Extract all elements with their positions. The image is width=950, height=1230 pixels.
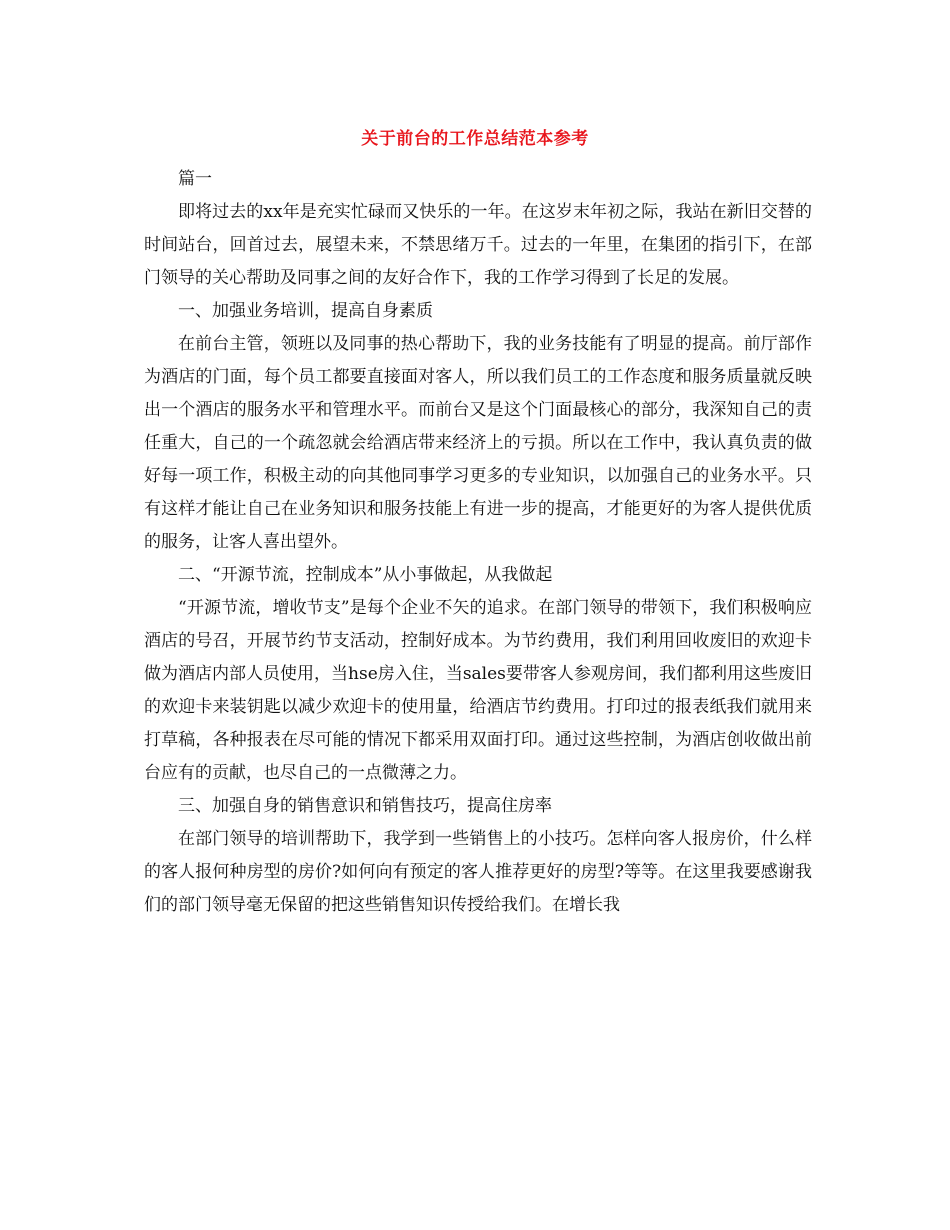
section-heading-training: 一、加强业务培训，提高自身素质 [178, 301, 433, 321]
section-heading-cost-control: 二、“开源节流，控制成本”从小事做起，从我做起 [178, 565, 553, 585]
paragraph-training: 在前台主管，领班以及同事的热心帮助下，我的业务技能有了明显的提高。前厅部作为酒店的门面，每个员工都要直接面对客人，所以我们员工的工作态度和服务质量就反映出一个酒店的服务水平和管理水平。而前台又是这个门面最核心的部分，我深知自己的责任重大，自己的一个疏忽就会给酒店带来经济上的亏损。所以在工作中，我认真负责的做好每一项工作，积极主动的向其他同事学习更多的专业知识，以加强自己的业务水平。只有这样才能让自己在业务知识和服务技能上有进一步的提高，才能更好的为客人提供优质的服务，让客人喜出望外。 [144, 334, 812, 552]
paragraph-sales: 在部门领导的培训帮助下，我学到一些销售上的小技巧。怎样向客人报房价，什么样的客人报何种房型的房价?如何向有预定的客人推荐更好的房型?等等。在这里我要感谢我们的部门领导毫无保留的把这些销售知识传授给我们。在增长我 [144, 829, 812, 915]
document-body [144, 163, 812, 922]
section-heading-sales: 三、加强自身的销售意识和销售技巧，提高住房率 [178, 796, 552, 816]
paragraph-cost-control: “开源节流，增收节支”是每个企业不矢的追求。在部门领导的带领下，我们积极响应酒店的号召，开展节约节支活动，控制好成本。为节约费用，我们利用回收废旧的欢迎卡做为酒店内部人员使用，当hse房入住，当sales要带客人参观房间，我们都利用这些废旧的欢迎卡来装钥匙以减少欢迎卡的使用量，给酒店节约费用。打印过的报表纸我们就用来打草稿，各种报表在尽可能的情况下都采用双面打印。通过这些控制，为酒店创收做出前台应有的贡献，也尽自己的一点微薄之力。 [144, 598, 812, 783]
document-title: 关于前台的工作总结范本参考 [361, 129, 589, 149]
paragraph-intro: 即将过去的xx年是充实忙碌而又快乐的一年。在这岁末年初之际，我站在新旧交替的时间站台，回首过去，展望未来，不禁思绪万千。过去的一年里，在集团的指引下，在部门领导的关心帮助及同事之间的友好合作下，我的工作学习得到了长足的发展。 [144, 202, 812, 288]
section-heading-part-one: 篇一 [178, 169, 212, 189]
